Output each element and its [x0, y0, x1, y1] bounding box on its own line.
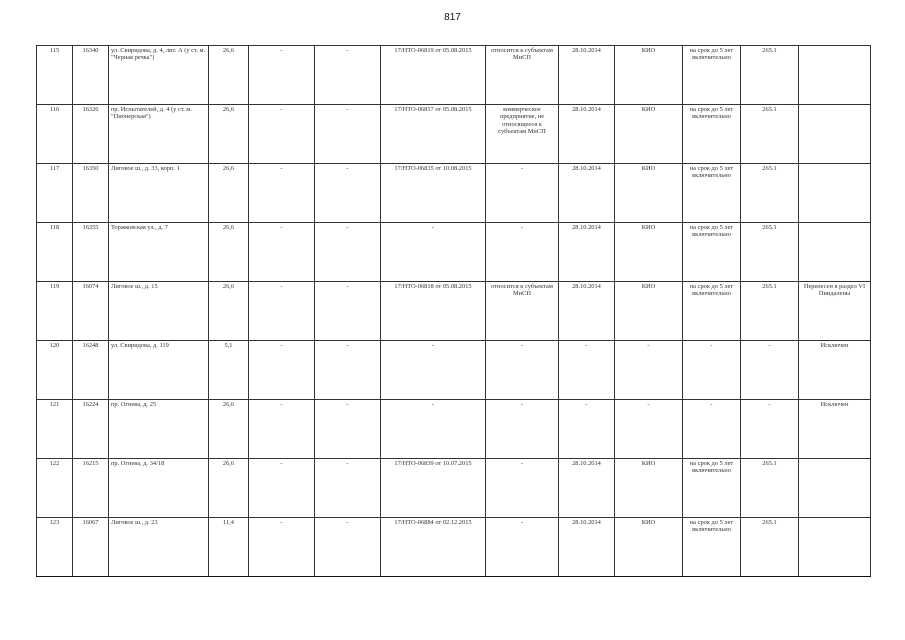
row-number-cell: 121 — [37, 400, 73, 459]
area-cell: 26,6 — [209, 223, 249, 282]
address-cell: пр. Огнева, д. 34/18 — [109, 459, 209, 518]
contract-cell: 17/НТО-06819 от 05.08.2015 — [381, 46, 486, 105]
organization-cell: КИО — [615, 282, 683, 341]
contract-cell: 17/НТО-06818 от 05.08.2015 — [381, 282, 486, 341]
object-code-cell: 16350 — [73, 164, 109, 223]
note-cell — [799, 164, 871, 223]
area-cell: 26,6 — [209, 400, 249, 459]
contract-cell: 17/НТО-06835 от 10.08.2015 — [381, 164, 486, 223]
row-number-cell: 115 — [37, 46, 73, 105]
term-cell: - — [683, 341, 741, 400]
address-cell: пр. Испытателей, д. 4 (у ст. м. "Пионерская") — [109, 105, 209, 164]
note-cell — [799, 105, 871, 164]
column-4-cell: - — [249, 459, 315, 518]
term-cell: на срок до 5 лет включительно — [683, 164, 741, 223]
party-status-cell: - — [486, 223, 559, 282]
party-status-cell: относится к субъектам МиСП — [486, 46, 559, 105]
party-status-cell: - — [486, 341, 559, 400]
date-cell: 28.10.2014 — [559, 164, 615, 223]
row-number-cell: 122 — [37, 459, 73, 518]
address-cell: пр. Огнева, д. 25 — [109, 400, 209, 459]
page-number: 817 — [444, 12, 461, 23]
table-row — [37, 164, 871, 223]
organization-cell: - — [615, 341, 683, 400]
column-5-cell: - — [315, 105, 381, 164]
column-5-cell: - — [315, 223, 381, 282]
column-4-cell: - — [249, 400, 315, 459]
date-cell: 28.10.2014 — [559, 518, 615, 577]
area-cell: 26,6 — [209, 164, 249, 223]
table-row — [37, 341, 871, 400]
organization-cell: КИО — [615, 518, 683, 577]
object-code-cell: 16074 — [73, 282, 109, 341]
reference-cell: 265.1 — [741, 46, 799, 105]
note-cell — [799, 459, 871, 518]
address-cell: Лиговое ш., д. 15 — [109, 282, 209, 341]
row-number-cell: 117 — [37, 164, 73, 223]
note-cell — [799, 223, 871, 282]
object-code-cell: 16067 — [73, 518, 109, 577]
row-number-cell: 123 — [37, 518, 73, 577]
column-4-cell: - — [249, 46, 315, 105]
row-number-cell: 119 — [37, 282, 73, 341]
term-cell: на срок до 5 лет включительно — [683, 459, 741, 518]
date-cell: 28.10.2014 — [559, 459, 615, 518]
party-status-cell: коммерческое предприятие, не относящееся к субъектам МиСП — [486, 105, 559, 164]
column-5-cell: - — [315, 518, 381, 577]
contract-cell: - — [381, 400, 486, 459]
note-cell — [799, 518, 871, 577]
party-status-cell: - — [486, 459, 559, 518]
object-code-cell: 16215 — [73, 459, 109, 518]
organization-cell: КИО — [615, 105, 683, 164]
address-cell: ул. Свиридова, д. 4, лит. А (у ст. м. "Черная речка") — [109, 46, 209, 105]
object-code-cell: 16248 — [73, 341, 109, 400]
note-cell — [799, 46, 871, 105]
reference-cell: 265.1 — [741, 282, 799, 341]
organization-cell: КИО — [615, 223, 683, 282]
area-cell: 26,6 — [209, 282, 249, 341]
address-cell: ул. Свиридова, д. 119 — [109, 341, 209, 400]
column-5-cell: - — [315, 400, 381, 459]
date-cell: 28.10.2014 — [559, 282, 615, 341]
date-cell: 28.10.2014 — [559, 46, 615, 105]
contract-cell: 17/НТО-06884 от 02.12.2015 — [381, 518, 486, 577]
contract-cell: - — [381, 223, 486, 282]
table-row — [37, 46, 871, 105]
object-code-cell: 16355 — [73, 223, 109, 282]
row-number-cell: 118 — [37, 223, 73, 282]
contract-cell: 17/НТО-06817 от 05.08.2015 — [381, 105, 486, 164]
table-row — [37, 459, 871, 518]
row-number-cell: 116 — [37, 105, 73, 164]
area-cell: 11,4 — [209, 518, 249, 577]
column-4-cell: - — [249, 164, 315, 223]
area-cell: 26,6 — [209, 105, 249, 164]
date-cell: - — [559, 341, 615, 400]
reference-cell: - — [741, 400, 799, 459]
column-4-cell: - — [249, 105, 315, 164]
party-status-cell: - — [486, 518, 559, 577]
address-cell: Лиговое ш., д. 23 — [109, 518, 209, 577]
term-cell: на срок до 5 лет включительно — [683, 518, 741, 577]
registry-table — [36, 45, 871, 577]
date-cell: 28.10.2014 — [559, 223, 615, 282]
organization-cell: КИО — [615, 459, 683, 518]
note-cell: Исключен — [799, 400, 871, 459]
term-cell: на срок до 5 лет включительно — [683, 105, 741, 164]
party-status-cell: - — [486, 400, 559, 459]
table-row — [37, 105, 871, 164]
table-row — [37, 282, 871, 341]
reference-cell: 265.1 — [741, 518, 799, 577]
table-row — [37, 518, 871, 577]
reference-cell: - — [741, 341, 799, 400]
address-cell: Лиговое ш., д. 33, корп. 1 — [109, 164, 209, 223]
column-5-cell: - — [315, 164, 381, 223]
object-code-cell: 16340 — [73, 46, 109, 105]
area-cell: 5,1 — [209, 341, 249, 400]
party-status-cell: относится к субъектам МиСП — [486, 282, 559, 341]
column-5-cell: - — [315, 459, 381, 518]
contract-cell: - — [381, 341, 486, 400]
table-row — [37, 400, 871, 459]
contract-cell: 17/НТО-06839 от 10.07.2015 — [381, 459, 486, 518]
organization-cell: КИО — [615, 164, 683, 223]
note-cell: Перенесен в раздел VI Пиидалены — [799, 282, 871, 341]
column-4-cell: - — [249, 282, 315, 341]
address-cell: Торжковская ул., д. 7 — [109, 223, 209, 282]
reference-cell: 265.1 — [741, 223, 799, 282]
organization-cell: КИО — [615, 46, 683, 105]
row-number-cell: 120 — [37, 341, 73, 400]
party-status-cell: - — [486, 164, 559, 223]
reference-cell: 265.1 — [741, 105, 799, 164]
date-cell: 28.10.2014 — [559, 105, 615, 164]
column-5-cell: - — [315, 46, 381, 105]
column-4-cell: - — [249, 518, 315, 577]
column-4-cell: - — [249, 223, 315, 282]
column-4-cell: - — [249, 341, 315, 400]
object-code-cell: 16224 — [73, 400, 109, 459]
date-cell: - — [559, 400, 615, 459]
term-cell: на срок до 5 лет включительно — [683, 223, 741, 282]
term-cell: на срок до 5 лет включительно — [683, 46, 741, 105]
table-row — [37, 223, 871, 282]
area-cell: 26,6 — [209, 46, 249, 105]
object-code-cell: 16326 — [73, 105, 109, 164]
reference-cell: 265.1 — [741, 164, 799, 223]
area-cell: 26,6 — [209, 459, 249, 518]
column-5-cell: - — [315, 341, 381, 400]
column-5-cell: - — [315, 282, 381, 341]
note-cell: Исключен — [799, 341, 871, 400]
term-cell: на срок до 5 лет включительно — [683, 282, 741, 341]
reference-cell: 265.1 — [741, 459, 799, 518]
organization-cell: - — [615, 400, 683, 459]
term-cell: - — [683, 400, 741, 459]
